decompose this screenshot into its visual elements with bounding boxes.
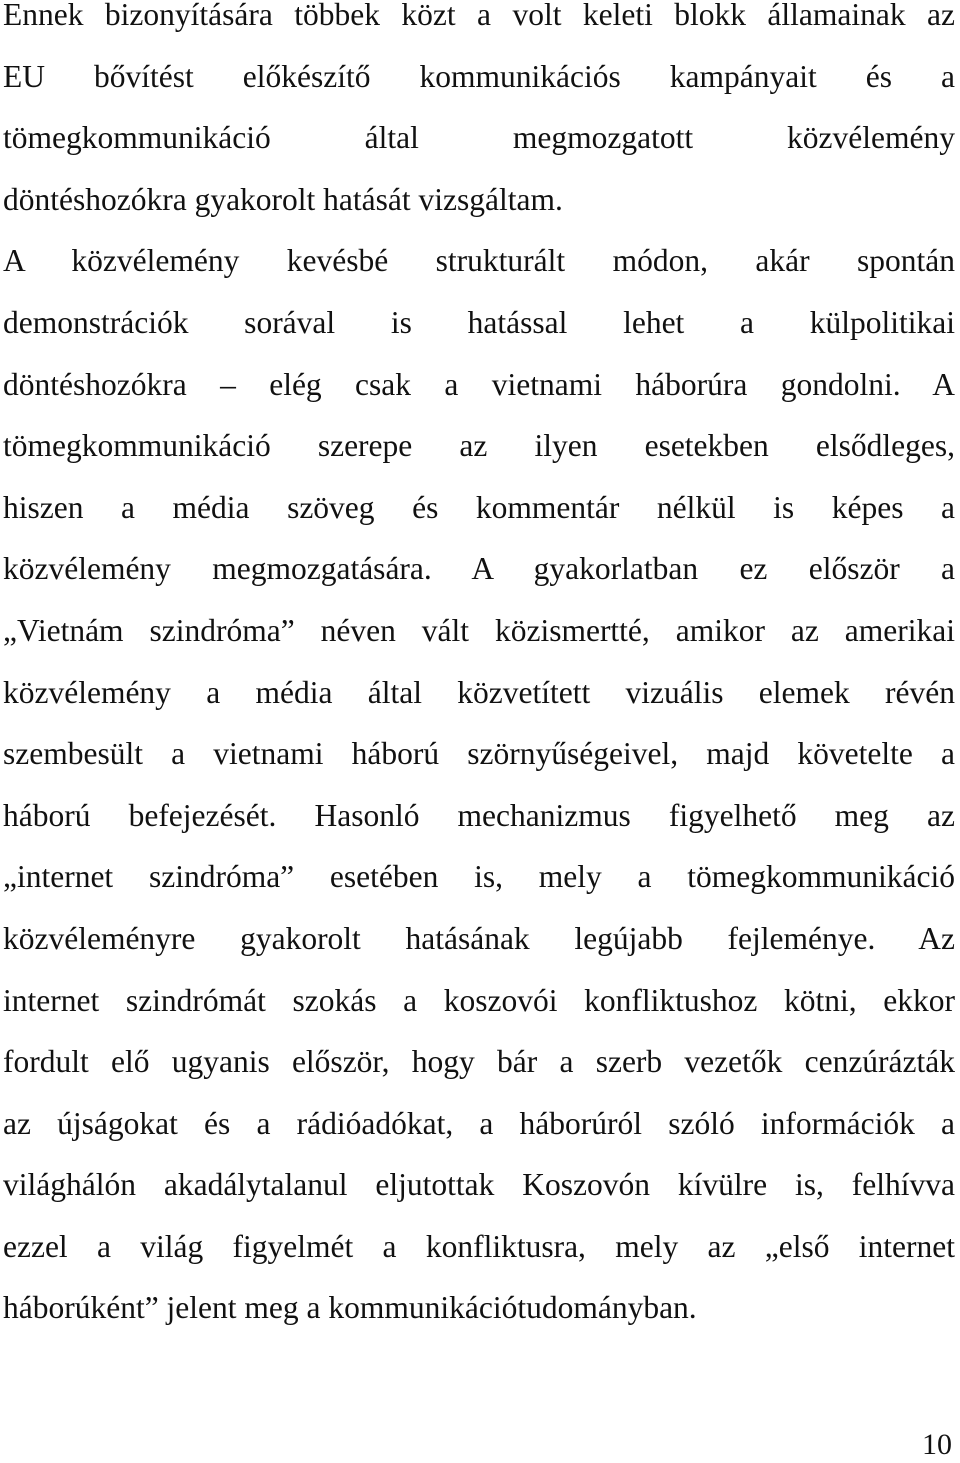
text-line: döntéshozókra gyakorolt hatását vizsgáltam. — [3, 181, 563, 217]
text-line: EU bővítést előkészítő kommunikációs kampányait és a — [3, 58, 955, 94]
text-line: „internet szindróma” esetében is, mely a tömegkommunikáció — [3, 859, 955, 895]
text-line: „Vietnám szindróma” néven vált közismertté, amikor az amerikai — [3, 612, 955, 648]
text-line: döntéshozókra – elég csak a vietnami háborúra gondolni. A — [3, 366, 955, 402]
text-line: Ennek bizonyítására többek közt a volt keleti blokk államainak az — [3, 0, 955, 32]
text-line: tömegkommunikáció szerepe az ilyen esetekben elsődleges, — [3, 428, 955, 464]
text-line: ezzel a világ figyelmét a konfliktusra, mely az „első internet — [3, 1228, 955, 1264]
text-line: szembesült a vietnami háború szörnyűségeivel, majd követelte a — [3, 736, 955, 772]
text-line: közvéleményre gyakorolt hatásának legújabb fejleménye. Az — [3, 920, 955, 956]
text-line: tömegkommunikáció által megmozgatott közvélemény — [3, 120, 955, 156]
text-line: közvélemény a média által közvetített vizuális elemek révén — [3, 674, 955, 710]
text-line: hiszen a média szöveg és kommentár nélkül is képes a — [3, 489, 955, 525]
text-line: közvélemény megmozgatására. A gyakorlatban ez először a — [3, 551, 955, 587]
text-line: fordult elő ugyanis először, hogy bár a szerb vezetők cenzúrázták — [3, 1044, 955, 1080]
text-line: demonstrációk sorával is hatással lehet a külpolitikai — [3, 304, 955, 340]
text-line: háború befejezését. Hasonló mechanizmus figyelhető meg az — [3, 797, 955, 833]
body-paragraph — [3, 0, 955, 1339]
text-line: A közvélemény kevésbé strukturált módon, akár spontán — [3, 243, 955, 279]
page-number: 10 — [922, 1428, 952, 1461]
text-line: internet szindrómát szokás a koszovói konfliktushoz kötni, ekkor — [3, 982, 955, 1018]
text-line: háborúként” jelent meg a kommunikációtudományban. — [3, 1290, 697, 1326]
text-line: világhálón akadálytalanul eljutottak Koszovón kívülre is, felhívva — [3, 1167, 955, 1203]
text-line: az újságokat és a rádióadókat, a háborúról szóló információk a — [3, 1105, 955, 1141]
